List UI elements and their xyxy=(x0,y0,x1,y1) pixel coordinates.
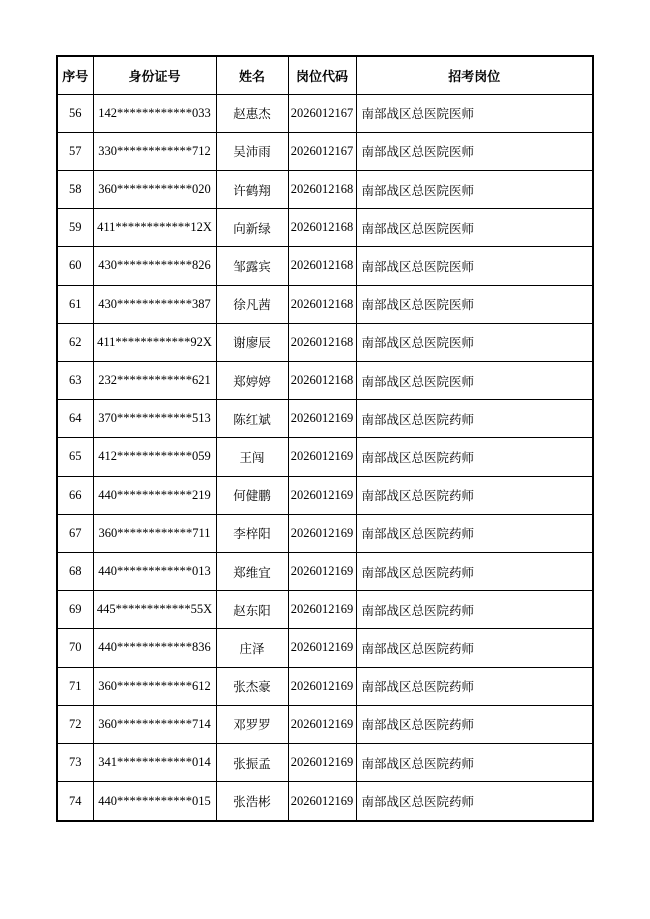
cell-name: 庄泽 xyxy=(216,629,288,667)
cell-serial-number: 69 xyxy=(57,591,93,629)
cell-id-number: 341************014 xyxy=(93,743,216,781)
cell-serial-number: 62 xyxy=(57,323,93,361)
table-row xyxy=(57,209,593,247)
cell-position-code: 2026012168 xyxy=(288,170,356,208)
cell-id-number: 370************513 xyxy=(93,400,216,438)
table-row xyxy=(57,629,593,667)
cell-id-number: 440************836 xyxy=(93,629,216,667)
candidate-roster-table xyxy=(56,55,594,822)
table-row xyxy=(57,514,593,552)
cell-id-number: 440************219 xyxy=(93,476,216,514)
column-header-recruitment-position: 招考岗位 xyxy=(356,56,593,94)
cell-id-number: 142************033 xyxy=(93,94,216,132)
cell-name: 邹露宾 xyxy=(216,247,288,285)
cell-id-number: 330************712 xyxy=(93,132,216,170)
cell-recruitment-position: 南部战区总医院医师 xyxy=(356,132,593,170)
cell-serial-number: 58 xyxy=(57,170,93,208)
cell-id-number: 360************711 xyxy=(93,514,216,552)
cell-position-code: 2026012169 xyxy=(288,743,356,781)
cell-id-number: 412************059 xyxy=(93,438,216,476)
cell-name: 吴沛雨 xyxy=(216,132,288,170)
cell-recruitment-position: 南部战区总医院医师 xyxy=(356,323,593,361)
cell-position-code: 2026012169 xyxy=(288,705,356,743)
cell-serial-number: 66 xyxy=(57,476,93,514)
cell-name: 张振孟 xyxy=(216,743,288,781)
cell-recruitment-position: 南部战区总医院药师 xyxy=(356,629,593,667)
cell-serial-number: 68 xyxy=(57,552,93,590)
cell-name: 郑婷婷 xyxy=(216,361,288,399)
cell-id-number: 360************612 xyxy=(93,667,216,705)
cell-name: 赵惠杰 xyxy=(216,94,288,132)
cell-recruitment-position: 南部战区总医院药师 xyxy=(356,476,593,514)
cell-id-number: 411************92X xyxy=(93,323,216,361)
cell-serial-number: 63 xyxy=(57,361,93,399)
cell-position-code: 2026012168 xyxy=(288,323,356,361)
cell-serial-number: 73 xyxy=(57,743,93,781)
cell-recruitment-position: 南部战区总医院医师 xyxy=(356,170,593,208)
cell-position-code: 2026012169 xyxy=(288,400,356,438)
table-body xyxy=(57,94,593,821)
cell-name: 许鹤翔 xyxy=(216,170,288,208)
cell-serial-number: 64 xyxy=(57,400,93,438)
cell-recruitment-position: 南部战区总医院药师 xyxy=(356,400,593,438)
cell-position-code: 2026012169 xyxy=(288,667,356,705)
cell-serial-number: 56 xyxy=(57,94,93,132)
cell-id-number: 360************020 xyxy=(93,170,216,208)
cell-recruitment-position: 南部战区总医院医师 xyxy=(356,247,593,285)
cell-id-number: 232************621 xyxy=(93,361,216,399)
table-row xyxy=(57,591,593,629)
cell-serial-number: 67 xyxy=(57,514,93,552)
cell-name: 张杰豪 xyxy=(216,667,288,705)
column-header-serial-number: 序号 xyxy=(57,56,93,94)
cell-recruitment-position: 南部战区总医院药师 xyxy=(356,743,593,781)
cell-serial-number: 72 xyxy=(57,705,93,743)
cell-name: 谢廖辰 xyxy=(216,323,288,361)
table-row xyxy=(57,361,593,399)
cell-id-number: 411************12X xyxy=(93,209,216,247)
cell-position-code: 2026012169 xyxy=(288,514,356,552)
cell-id-number: 440************015 xyxy=(93,782,216,821)
cell-name: 徐凡茜 xyxy=(216,285,288,323)
cell-position-code: 2026012168 xyxy=(288,247,356,285)
cell-recruitment-position: 南部战区总医院药师 xyxy=(356,591,593,629)
cell-recruitment-position: 南部战区总医院药师 xyxy=(356,514,593,552)
cell-position-code: 2026012168 xyxy=(288,361,356,399)
cell-position-code: 2026012169 xyxy=(288,438,356,476)
column-header-id-number: 身份证号 xyxy=(93,56,216,94)
cell-recruitment-position: 南部战区总医院药师 xyxy=(356,667,593,705)
cell-id-number: 440************013 xyxy=(93,552,216,590)
table-row xyxy=(57,667,593,705)
table-row xyxy=(57,400,593,438)
cell-recruitment-position: 南部战区总医院医师 xyxy=(356,209,593,247)
cell-recruitment-position: 南部战区总医院医师 xyxy=(356,285,593,323)
cell-position-code: 2026012169 xyxy=(288,782,356,821)
table-row xyxy=(57,743,593,781)
table-row xyxy=(57,552,593,590)
cell-recruitment-position: 南部战区总医院药师 xyxy=(356,438,593,476)
cell-position-code: 2026012167 xyxy=(288,132,356,170)
cell-recruitment-position: 南部战区总医院药师 xyxy=(356,705,593,743)
cell-position-code: 2026012167 xyxy=(288,94,356,132)
table-row xyxy=(57,705,593,743)
cell-serial-number: 65 xyxy=(57,438,93,476)
cell-position-code: 2026012168 xyxy=(288,209,356,247)
cell-position-code: 2026012169 xyxy=(288,552,356,590)
cell-position-code: 2026012169 xyxy=(288,629,356,667)
cell-recruitment-position: 南部战区总医院药师 xyxy=(356,782,593,821)
cell-name: 邓罗罗 xyxy=(216,705,288,743)
cell-serial-number: 61 xyxy=(57,285,93,323)
cell-recruitment-position: 南部战区总医院医师 xyxy=(356,94,593,132)
cell-name: 赵东阳 xyxy=(216,591,288,629)
table-row xyxy=(57,438,593,476)
cell-name: 王闯 xyxy=(216,438,288,476)
table-row xyxy=(57,247,593,285)
cell-name: 张浩彬 xyxy=(216,782,288,821)
cell-name: 何健鹏 xyxy=(216,476,288,514)
cell-serial-number: 59 xyxy=(57,209,93,247)
cell-recruitment-position: 南部战区总医院药师 xyxy=(356,552,593,590)
table-row xyxy=(57,132,593,170)
table-row xyxy=(57,94,593,132)
cell-id-number: 360************714 xyxy=(93,705,216,743)
header-row xyxy=(57,56,593,94)
table-row xyxy=(57,476,593,514)
table-row xyxy=(57,170,593,208)
cell-id-number: 430************826 xyxy=(93,247,216,285)
cell-serial-number: 74 xyxy=(57,782,93,821)
column-header-name: 姓名 xyxy=(216,56,288,94)
cell-serial-number: 70 xyxy=(57,629,93,667)
cell-id-number: 445************55X xyxy=(93,591,216,629)
cell-recruitment-position: 南部战区总医院医师 xyxy=(356,361,593,399)
cell-id-number: 430************387 xyxy=(93,285,216,323)
cell-position-code: 2026012168 xyxy=(288,285,356,323)
cell-name: 郑维宜 xyxy=(216,552,288,590)
cell-serial-number: 60 xyxy=(57,247,93,285)
column-header-position-code: 岗位代码 xyxy=(288,56,356,94)
cell-name: 向新绿 xyxy=(216,209,288,247)
cell-position-code: 2026012169 xyxy=(288,591,356,629)
table-row xyxy=(57,285,593,323)
table-row xyxy=(57,323,593,361)
cell-serial-number: 71 xyxy=(57,667,93,705)
cell-name: 李梓阳 xyxy=(216,514,288,552)
cell-name: 陈红斌 xyxy=(216,400,288,438)
table-row xyxy=(57,782,593,821)
cell-serial-number: 57 xyxy=(57,132,93,170)
cell-position-code: 2026012169 xyxy=(288,476,356,514)
